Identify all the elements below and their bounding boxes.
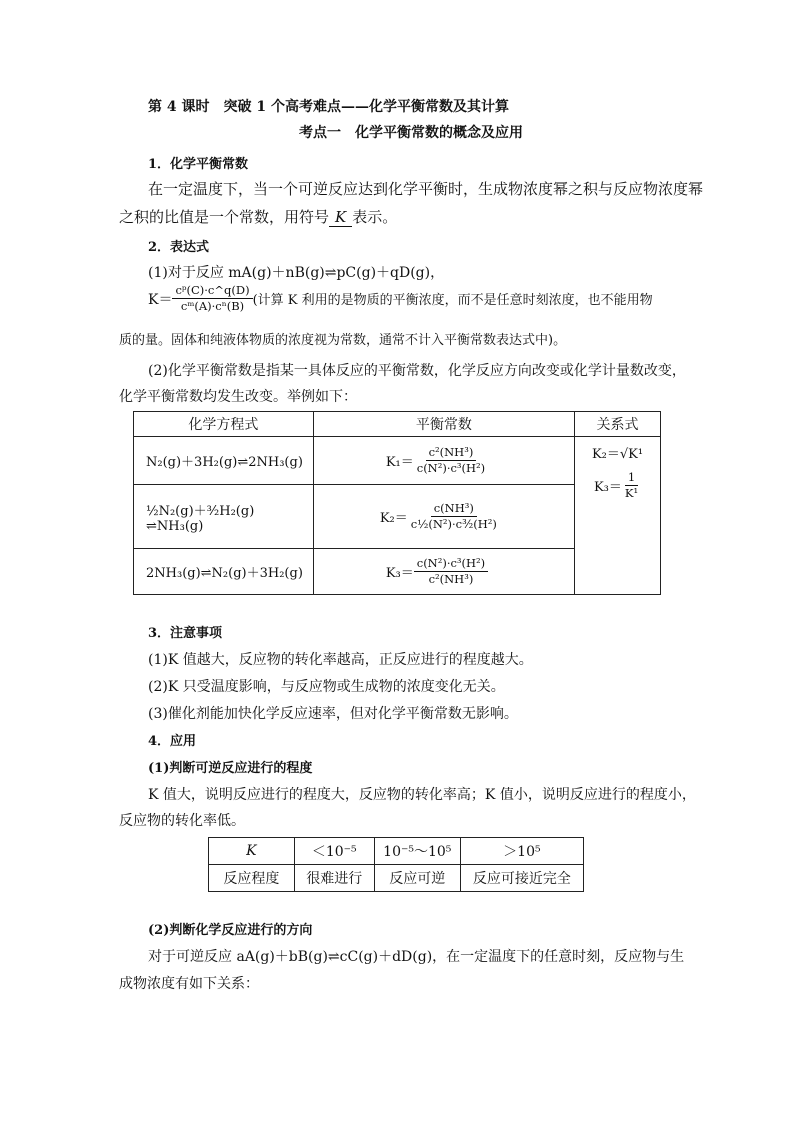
k-expression-fraction [172,283,252,314]
s3-item: (3)催化剂能加快化学反应速率，但对化学平衡常数无影响。 [148,706,518,722]
lesson-title: 第 4 课时 突破 1 个高考难点——化学平衡常数及其计算 [148,99,509,115]
k3-lhs: K₃＝ [385,566,414,581]
k-denominator: cᵐ(A)·cⁿ(B) [180,299,245,313]
s4-heading: 4．应用 [148,734,197,749]
table1-constant-cell [313,549,574,595]
table1-header-equation: 化学方程式 [134,412,314,437]
k2-lhs: K₂＝ [379,511,408,526]
k-expression-lhs: K＝ [148,291,173,308]
table1-equation: N₂(g)＋3H₂(g)⇌2NH₃(g) [134,437,314,485]
s1-text-a: 之积的比值是一个常数，用符号 [119,208,330,226]
k-numerator: cᵖ(C)·c^q(D) [172,283,252,299]
relation-k2: K₂＝√K¹ [591,447,644,462]
table1-row [134,437,661,485]
table1-constant-cell [313,485,574,549]
k1-fraction [414,445,488,476]
relation-k3-denominator: K¹ [624,486,639,500]
k-expression [148,283,653,314]
table2-cell: 反应程度 [209,865,295,892]
s2-paragraph2-line2: 化学平衡常数均发生改变。举例如下： [119,389,357,405]
s4-paragraph2-line2: 成物浓度有如下关系： [119,976,259,992]
s1-paragraph-line1: 在一定温度下，当一个可逆反应达到化学平衡时，生成物浓度幂之积与反应物浓度幂 [148,180,704,198]
reaction-extent-table [208,837,584,892]
s2-reaction-line: (1)对于反应 mA(g)＋nB(g)⇌pC(g)＋qD(g)， [148,265,445,281]
s3-item: (2)K 只受温度影响，与反应物或生成物的浓度变化无关。 [148,679,505,695]
table2-cell: 10⁻⁵～10⁵ [374,838,460,865]
s1-heading: 1．化学平衡常数 [148,157,249,172]
k3-numerator: c(N²)·c³(H²) [414,556,488,572]
s3-item: (1)K 值越大，反应物的转化率越高，正反应进行的程度越大。 [148,652,533,668]
table2-row-extent [209,865,584,892]
table1-header-constant: 平衡常数 [313,412,574,437]
table1-header-relation: 关系式 [575,412,661,437]
table2-cell: ＞10⁵ [460,838,583,865]
k1-numerator: c²(NH³) [426,445,477,461]
s1-paragraph-line2 [119,206,397,227]
table1-header-row [134,412,661,437]
table2-k-label: K [209,838,295,865]
table1-equation: 2NH₃(g)⇌N₂(g)＋3H₂(g) [134,549,314,595]
s1-text-b: 表示。 [352,208,398,226]
k1-denominator: c(N²)·c³(H²) [416,461,486,475]
s2-paragraph2-line1: (2)化学平衡常数是指某一具体反应的平衡常数，化学反应方向改变或化学计量数改变， [148,363,686,379]
k1-lhs: K₁＝ [385,455,414,470]
k2-denominator: c½(N²)·c³⁄₂(H²) [410,517,497,531]
table2-cell: ＜10⁻⁵ [294,838,374,865]
k3-fraction [414,556,488,587]
s4-sub1: (1)判断可逆反应进行的程度 [148,761,313,776]
table2-cell: 反应可逆 [374,865,460,892]
table2-row-k [209,838,584,865]
relation-k3-fraction [622,470,641,501]
relation-k3-numerator: 1 [625,470,638,486]
table2-cell: 很难进行 [294,865,374,892]
s4-paragraph-line2: 反应物的转化率低。 [119,813,245,829]
k-symbol-blank: K [329,208,352,227]
s2-heading: 2．表达式 [148,240,210,255]
s3-heading: 3．注意事项 [148,626,223,641]
table1-relation-cell [575,437,661,595]
table1-equation: ½N₂(g)＋³⁄₂H₂(g) ⇌NH₃(g) [134,485,314,549]
k2-fraction [408,501,500,532]
table2-cell: 反应可接近完全 [460,865,583,892]
s2-note-line2: 质的量。固体和纯液体物质的浓度视为常数，通常不计入平衡常数表达式中)。 [119,333,567,348]
relation-k3 [575,470,660,501]
k-note: (计算 K 利用的是物质的平衡浓度，而不是任意时刻浓度，也不能用物 [252,293,653,308]
section-subtitle: 考点一 化学平衡常数的概念及应用 [299,125,523,141]
k3-denominator: c²(NH³) [428,572,474,586]
s4-paragraph2-line1: 对于可逆反应 aA(g)＋bB(g)⇌cC(g)＋dD(g)，在一定温度下的任意时刻，反应物与生 [148,949,685,965]
k2-numerator: c(NH³) [431,501,477,517]
equilibrium-constant-table [133,411,661,595]
s4-paragraph-line1: K 值大，说明反应进行的程度大，反应物的转化率高；K 值小，说明反应进行的程度小， [148,787,696,803]
table1-constant-cell [313,437,574,485]
s4-sub2: (2)判断化学反应进行的方向 [148,923,313,938]
relation-k3-lhs: K₃＝ [593,480,622,495]
